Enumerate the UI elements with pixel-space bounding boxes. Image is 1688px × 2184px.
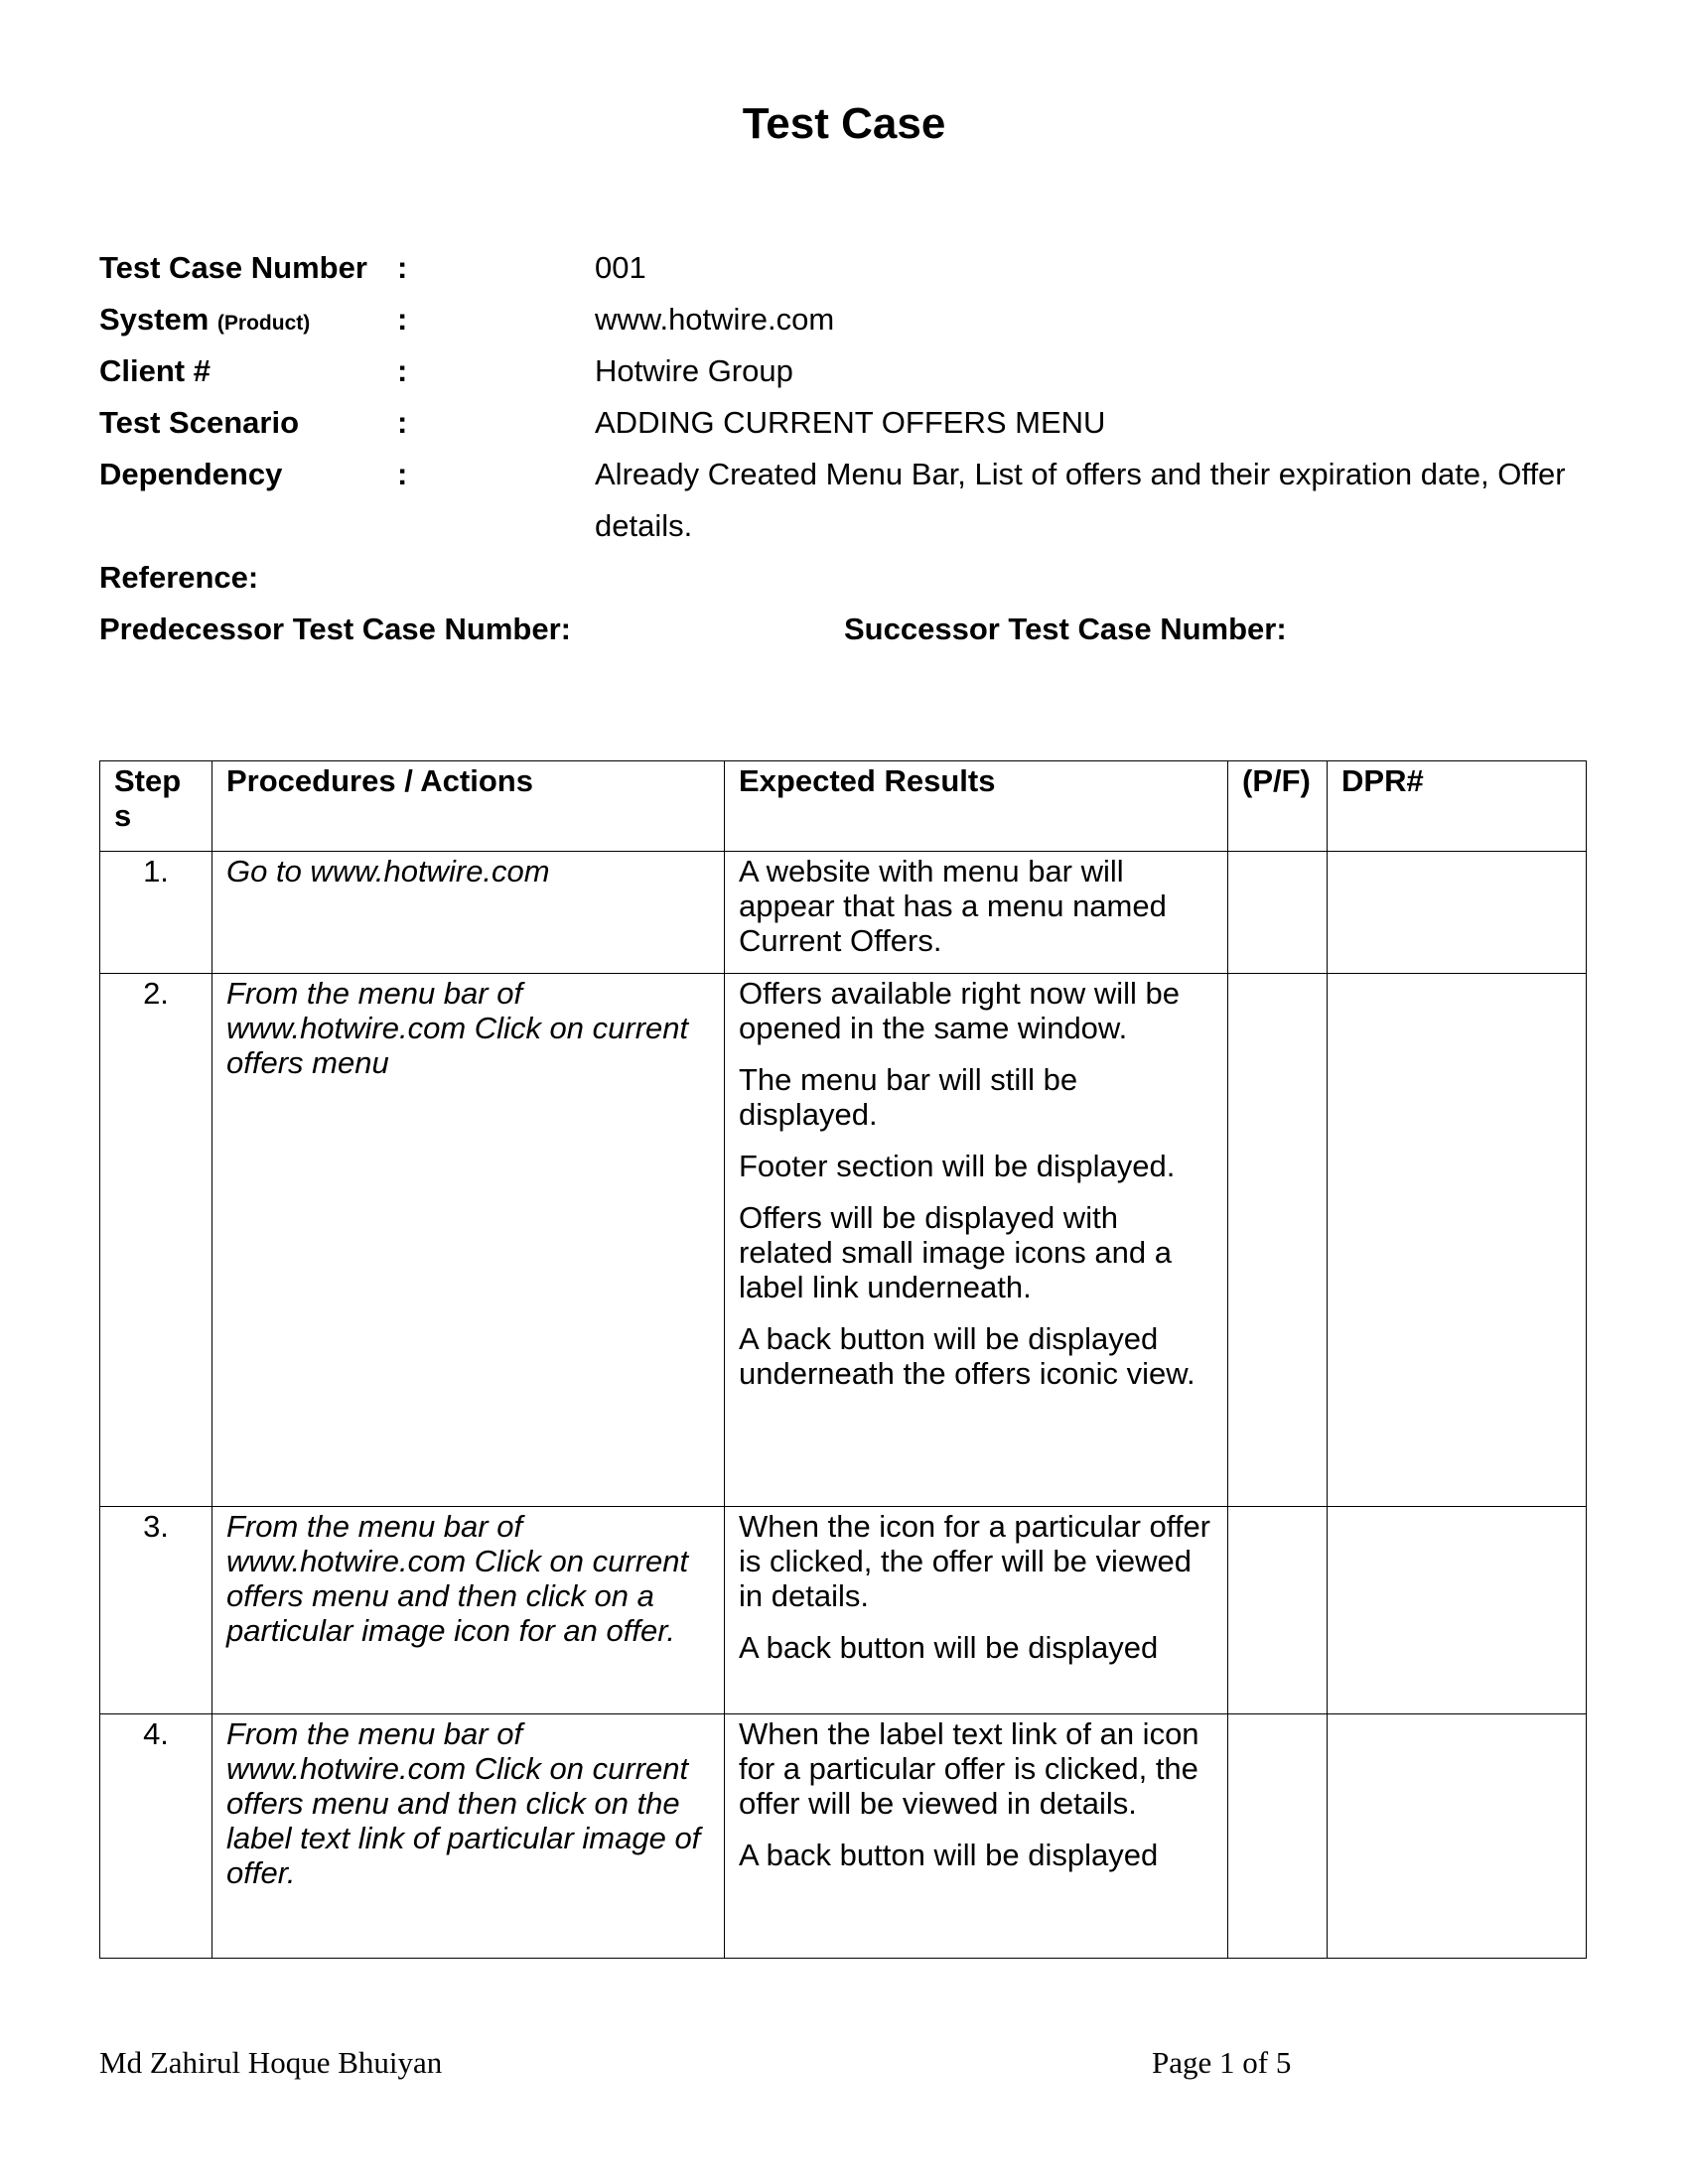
document-title: Test Case bbox=[742, 99, 946, 148]
meta-row-system bbox=[99, 294, 1589, 345]
header-pass-fail: (P/F) bbox=[1228, 761, 1328, 852]
procedure-cell: From the menu bar of www.hotwire.com Click on current offers menu bbox=[212, 974, 725, 1507]
meta-row-number bbox=[99, 242, 1589, 294]
dpr-cell bbox=[1328, 974, 1587, 1507]
meta-row-scenario bbox=[99, 397, 1589, 449]
pass-fail-cell bbox=[1228, 1714, 1328, 1959]
expected-result: A back button will be displayed underneath the offers iconic view. bbox=[739, 1321, 1196, 1391]
colon: : bbox=[397, 457, 408, 491]
pass-fail-cell bbox=[1228, 974, 1328, 1507]
system-label: System bbox=[99, 302, 210, 337]
procedure-cell: Go to www.hotwire.com bbox=[212, 852, 725, 974]
colon: : bbox=[397, 250, 408, 285]
expected-results-cell bbox=[725, 1714, 1228, 1959]
header-steps: Step s bbox=[100, 761, 212, 852]
dpr-cell bbox=[1328, 852, 1587, 974]
table-row bbox=[100, 1714, 1587, 1959]
test-steps-table bbox=[99, 760, 1587, 1959]
dpr-cell bbox=[1328, 1714, 1587, 1959]
procedure-cell: From the menu bar of www.hotwire.com Click on current offers menu and then click on the label text link of particular image of offer. bbox=[212, 1714, 725, 1959]
test-case-number-value: 001 bbox=[595, 250, 646, 285]
client-value: Hotwire Group bbox=[595, 353, 793, 388]
expected-results-cell bbox=[725, 1507, 1228, 1714]
step-number: 1. bbox=[100, 852, 212, 974]
colon: : bbox=[397, 302, 408, 337]
successor-label: Successor Test Case Number: bbox=[844, 612, 1287, 646]
meta-row-reference bbox=[99, 552, 1589, 604]
meta-row-client bbox=[99, 345, 1589, 397]
table-row bbox=[100, 1507, 1587, 1714]
dependency-value: Already Created Menu Bar, List of offers and their expiration date, Offer details. bbox=[595, 457, 1566, 543]
table-row bbox=[100, 852, 1587, 974]
table-header-row bbox=[100, 761, 1587, 852]
pass-fail-cell bbox=[1228, 1507, 1328, 1714]
dpr-cell bbox=[1328, 1507, 1587, 1714]
step-number: 2. bbox=[100, 974, 212, 1507]
footer-page-number: Page 1 of 5 bbox=[1152, 2045, 1292, 2080]
expected-result: A website with menu bar will appear that has a menu named Current Offers. bbox=[739, 854, 1167, 958]
colon: : bbox=[397, 405, 408, 440]
step-number: 4. bbox=[100, 1714, 212, 1959]
test-case-meta bbox=[99, 242, 1589, 655]
meta-row-predecessor bbox=[99, 604, 1589, 655]
test-case-number-label: Test Case Number bbox=[99, 250, 367, 285]
scenario-value: ADDING CURRENT OFFERS MENU bbox=[595, 405, 1106, 440]
reference-label: Reference: bbox=[99, 560, 259, 595]
client-label: Client # bbox=[99, 353, 211, 388]
colon: : bbox=[397, 353, 408, 388]
system-label-group bbox=[99, 294, 310, 349]
scenario-label: Test Scenario bbox=[99, 405, 300, 440]
predecessor-label: Predecessor Test Case Number: bbox=[99, 612, 571, 646]
header-expected-results: Expected Results bbox=[725, 761, 1228, 852]
expected-result: Offers will be displayed with related small image icons and a label link underneath. bbox=[739, 1200, 1172, 1304]
expected-result: The menu bar will still be displayed. bbox=[739, 1062, 1078, 1132]
header-procedures: Procedures / Actions bbox=[212, 761, 725, 852]
expected-result: A back button will be displayed bbox=[739, 1838, 1159, 1872]
system-sub-label: (Product) bbox=[216, 312, 311, 335]
procedure-cell: From the menu bar of www.hotwire.com Click on current offers menu and then click on a particular image icon for an offer. bbox=[212, 1507, 725, 1714]
step-number: 3. bbox=[100, 1507, 212, 1714]
pass-fail-cell bbox=[1228, 852, 1328, 974]
header-dpr: DPR# bbox=[1328, 761, 1587, 852]
expected-result: Footer section will be displayed. bbox=[739, 1149, 1176, 1183]
meta-row-dependency bbox=[99, 449, 1589, 552]
system-value: www.hotwire.com bbox=[595, 302, 835, 337]
expected-results-cell bbox=[725, 852, 1228, 974]
expected-result: When the label text link of an icon for a particular offer is clicked, the offer will be viewed in details. bbox=[739, 1716, 1199, 1821]
expected-result: When the icon for a particular offer is clicked, the offer will be viewed in details. bbox=[739, 1509, 1211, 1613]
expected-results-cell bbox=[725, 974, 1228, 1507]
table-row bbox=[100, 974, 1587, 1507]
footer-author: Md Zahirul Hoque Bhuiyan bbox=[99, 2045, 443, 2080]
expected-result: Offers available right now will be opened in the same window. bbox=[739, 976, 1180, 1045]
dependency-label: Dependency bbox=[99, 457, 283, 491]
expected-result: A back button will be displayed bbox=[739, 1630, 1159, 1665]
